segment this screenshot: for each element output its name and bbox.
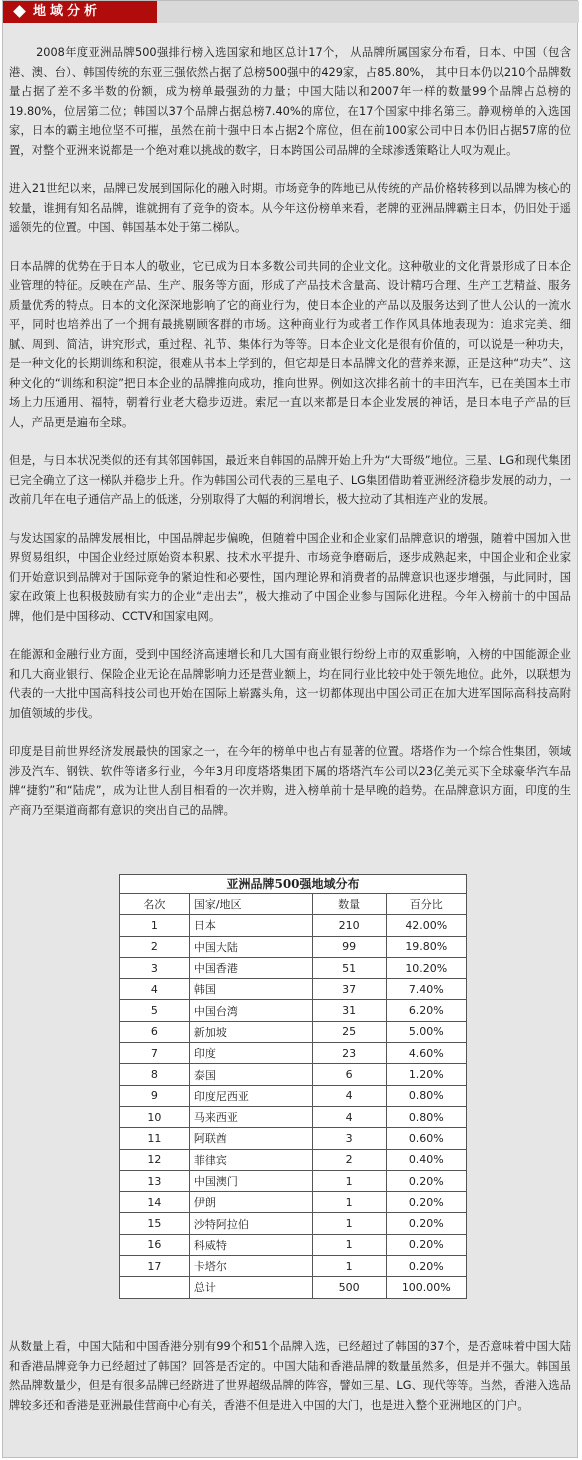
count-cell: 2 — [312, 1149, 386, 1170]
rank-cell: 17 — [120, 1256, 190, 1277]
header-count: 数量 — [312, 894, 386, 915]
region-cell: 菲律宾 — [189, 1149, 312, 1170]
percent-cell: 0.80% — [386, 1106, 466, 1127]
region-cell: 中国台湾 — [189, 1000, 312, 1021]
region-cell: 中国澳门 — [189, 1170, 312, 1191]
region-cell: 日本 — [189, 915, 312, 936]
rank-cell: 11 — [120, 1128, 190, 1149]
region-cell: 中国大陆 — [189, 936, 312, 957]
percent-cell: 0.20% — [386, 1192, 466, 1213]
percent-cell: 6.20% — [386, 1000, 466, 1021]
count-cell: 4 — [312, 1106, 386, 1127]
table-row — [120, 1128, 467, 1149]
count-cell: 37 — [312, 979, 386, 1000]
table-row — [120, 957, 467, 978]
rank-cell: 12 — [120, 1149, 190, 1170]
article-frame — [2, 0, 578, 1458]
region-cell: 马来西亚 — [189, 1106, 312, 1127]
paragraph-korea: 但是，与日本状况类似的还有其邻国韩国，最近来自韩国的品牌开始上升为“大哥级”地位。三星、LG和现代集团已完全确立了这一梯队并稳步上升。作为韩国公司代表的三星电子、LG集团借助着亚洲经济稳步发展的动力，一改前几年在电子通信产品上的低迷，分别取得了大幅的利润增长，极大拉动了其相连产业的发展。 — [9, 454, 571, 506]
distribution-table-wrapper — [119, 874, 467, 1299]
percent-cell: 0.60% — [386, 1128, 466, 1149]
percent-cell: 0.20% — [386, 1234, 466, 1255]
table-header-row — [120, 894, 467, 915]
table-row — [120, 1256, 467, 1277]
count-cell: 23 — [312, 1043, 386, 1064]
region-cell: 韩国 — [189, 979, 312, 1000]
region-cell: 中国香港 — [189, 957, 312, 978]
table-row — [120, 1149, 467, 1170]
percent-cell: 0.20% — [386, 1170, 466, 1191]
table-row — [120, 1277, 467, 1298]
percent-cell: 0.80% — [386, 1085, 466, 1106]
count-cell: 1 — [312, 1192, 386, 1213]
rank-cell: 3 — [120, 957, 190, 978]
rank-cell: 8 — [120, 1064, 190, 1085]
rank-cell: 2 — [120, 936, 190, 957]
header-rank: 名次 — [120, 894, 190, 915]
paragraph-conclusion: 从数量上看，中国大陆和中国香港分别有99个和51个品牌入选，已经超过了韩国的37个，是否意味着中国大陆和香港品牌竞争力已经超过了韩国？回答是否定的。中国大陆和香港品牌的数量虽然多，但是并不强大。韩国虽然品牌数量少，但是有很多品牌已经跻进了世界超级品牌的阵容，譬如三星、LG、现代等等。当然，香港入选品牌较多还和香港是亚洲最佳营商中心有关，香港不但是进入中国的大门，也是进入整个亚洲地区的门户。 — [9, 1340, 571, 1412]
percent-cell: 100.00% — [386, 1277, 466, 1298]
header-percent: 百分比 — [386, 894, 466, 915]
rank-cell: 7 — [120, 1043, 190, 1064]
percent-cell: 42.00% — [386, 915, 466, 936]
paragraph-india: 印度是目前世界经济发展最快的国家之一，在今年的榜单中也占有显著的位置。塔塔作为一个综合性集团，领域涉及汽车、钢铁、软件等诸多行业，今年3月印度塔塔集团下属的塔塔汽车公司以23亿美元买下全球豪华汽车品牌“捷豹”和“陆虎”，成为让世人刮目相看的一次并购，进入榜单前十是早晚的趋势。在品牌意识方面，印度的生产商乃至渠道商都有意识的突出自己的品牌。 — [9, 745, 571, 817]
percent-cell: 0.20% — [386, 1256, 466, 1277]
region-cell: 新加坡 — [189, 1021, 312, 1042]
rank-cell: 6 — [120, 1021, 190, 1042]
count-cell: 6 — [312, 1064, 386, 1085]
table-row — [120, 1043, 467, 1064]
rank-cell: 10 — [120, 1106, 190, 1127]
count-cell: 1 — [312, 1170, 386, 1191]
count-cell: 1 — [312, 1256, 386, 1277]
section-title: 地域分析 — [3, 1, 157, 23]
percent-cell: 19.80% — [386, 936, 466, 957]
region-cell: 科威特 — [189, 1234, 312, 1255]
region-cell: 印度 — [189, 1043, 312, 1064]
section-header-bar — [3, 1, 579, 23]
table-row — [120, 1106, 467, 1127]
table-caption: 亚洲品牌500强地域分布 — [119, 874, 467, 893]
table-body — [120, 915, 467, 1298]
rank-cell: 14 — [120, 1192, 190, 1213]
percent-cell: 10.20% — [386, 957, 466, 978]
paragraph-internationalization: 进入21世纪以来，品牌已发展到国际化的融入时期。市场竞争的阵地已从传统的产品价格转移到以品牌为核心的较量，谁拥有知名品牌，谁就拥有了竞争的资本。从今年这份榜单来看，老牌的亚洲品牌霸主日本，仍旧处于遥遥领先的位置。中国、韩国基本处于第二梯队。 — [9, 182, 571, 234]
count-cell: 25 — [312, 1021, 386, 1042]
rank-cell: 15 — [120, 1213, 190, 1234]
count-cell: 51 — [312, 957, 386, 978]
percent-cell: 0.40% — [386, 1149, 466, 1170]
paragraph-china: 与发达国家的品牌发展相比，中国品牌起步偏晚，但随着中国企业和企业家们品牌意识的增强，随着中国加入世界贸易组织，中国企业经过原始资本积累、技术水平提升、市场竞争磨砺后，逐步成熟起来，中国企业和企业家们开始意识到品牌对于国际竞争的紧迫性和必要性，国内理论界和消费者的品牌意识也逐步增强，与此同时，国家在政策上也积极鼓励有实力的企业“走出去”，极大推动了中国企业参与国际化进程。今年入榜前十的中国品牌，他们是中国移动、CCTV和国家电网。 — [9, 531, 571, 623]
rank-cell — [120, 1277, 190, 1298]
rank-cell: 13 — [120, 1170, 190, 1191]
percent-cell: 4.60% — [386, 1043, 466, 1064]
table-row — [120, 1064, 467, 1085]
region-cell: 总计 — [189, 1277, 312, 1298]
rank-cell: 5 — [120, 1000, 190, 1021]
rank-cell: 1 — [120, 915, 190, 936]
paragraph-japan: 日本品牌的优势在于日本人的敬业，它已成为日本多数公司共同的企业文化。这种敬业的文化背景形成了日本企业管理的特征。反映在产品、生产、服务等方面，形成了产品技术含量高、设计精巧合理、生产工艺精益、服务质量优秀的特点。日本的文化深深地影响了它的商业行为，使日本企业的产品以及服务达到了世人公认的一流水平，同时也培养出了一个拥有最挑剔顾客群的市场。这种商业行为或者工作作风具体地表现为：追求完美、细腻、周到、简洁，讲究形式，重过程、礼节、集体行为等等。日本企业文化是很有价值的，可以说是一种功夫，是一种文化的长期训练和积淀，很难从书本上学到的，但它却是日本品牌文化的营养来源，正是这种“功夫”、这种文化的“训练和积淀”把日本企业的品牌推向成功，推向世界。例如这次排名前十的丰田汽车，已在美国本土市场上力压通用、福特，朝着行业老大稳步迈进。索尼一直以来都是日本企业发展的神话，是日本电子产品的巨人，产品更是遍布全球。 — [9, 259, 571, 429]
header-region: 国家/地区 — [189, 894, 312, 915]
table-row — [120, 1213, 467, 1234]
region-cell: 卡塔尔 — [189, 1256, 312, 1277]
rank-cell: 9 — [120, 1085, 190, 1106]
table-row — [120, 915, 467, 936]
percent-cell: 7.40% — [386, 979, 466, 1000]
article-body — [9, 43, 571, 839]
region-cell: 阿联酋 — [189, 1128, 312, 1149]
rank-cell: 16 — [120, 1234, 190, 1255]
count-cell: 1 — [312, 1234, 386, 1255]
region-cell: 印度尼西亚 — [189, 1085, 312, 1106]
paragraph-energy-finance: 在能源和金融行业方面，受到中国经济高速增长和几大国有商业银行纷纷上市的双重影响，入榜的中国能源企业和几大商业银行、保险企业无论在品牌影响力还是营业额上，均在同行业比较中处于领先地位。此外，以联想为代表的一大批中国高科技公司也开始在国际上崭露头角，这一切都体现出中国公司正在加大进军国际高科技高附加值领域的步伐。 — [9, 648, 571, 720]
region-cell: 泰国 — [189, 1064, 312, 1085]
rank-cell: 4 — [120, 979, 190, 1000]
table-row — [120, 1192, 467, 1213]
table-row — [120, 1021, 467, 1042]
count-cell: 500 — [312, 1277, 386, 1298]
count-cell: 99 — [312, 936, 386, 957]
table-row — [120, 979, 467, 1000]
count-cell: 3 — [312, 1128, 386, 1149]
distribution-table — [119, 874, 467, 1299]
percent-cell: 5.00% — [386, 1021, 466, 1042]
paragraph-overview: 2008年度亚洲品牌500强排行榜入选国家和地区总计17个， 从品牌所属国家分布看，日本、中国（包含港、澳、台）、韩国传统的东亚三强依然占据了总榜500强中的429家，占85.80%， 其中日本仍以210个品牌数量占据了差不多半数的份额，成为榜单最强劲的力量；中国大陆以和2007年一样的数量99个品牌占总榜的19.80%，位居第二位；韩国以37个品牌占据总榜7.40%的席位，在17个国家中排名第三。静观榜单的入选国家，日本的霸主地位坚不可摧，虽然在前十强中日本占据2个席位，但在前100家公司中日本仍旧占据57席的位置，对整个亚洲来说都是一个绝对难以挑战的数字，日本跨国公司品牌的全球渗透策略让人叹为观止。 — [9, 46, 571, 157]
count-cell: 210 — [312, 915, 386, 936]
table-row — [120, 1170, 467, 1191]
table-row — [120, 1234, 467, 1255]
table-row — [120, 1085, 467, 1106]
count-cell: 4 — [312, 1085, 386, 1106]
region-cell: 沙特阿拉伯 — [189, 1213, 312, 1234]
percent-cell: 1.20% — [386, 1064, 466, 1085]
region-cell: 伊朗 — [189, 1192, 312, 1213]
count-cell: 31 — [312, 1000, 386, 1021]
count-cell: 1 — [312, 1213, 386, 1234]
table-row — [120, 936, 467, 957]
table-row — [120, 1000, 467, 1021]
percent-cell: 0.20% — [386, 1213, 466, 1234]
